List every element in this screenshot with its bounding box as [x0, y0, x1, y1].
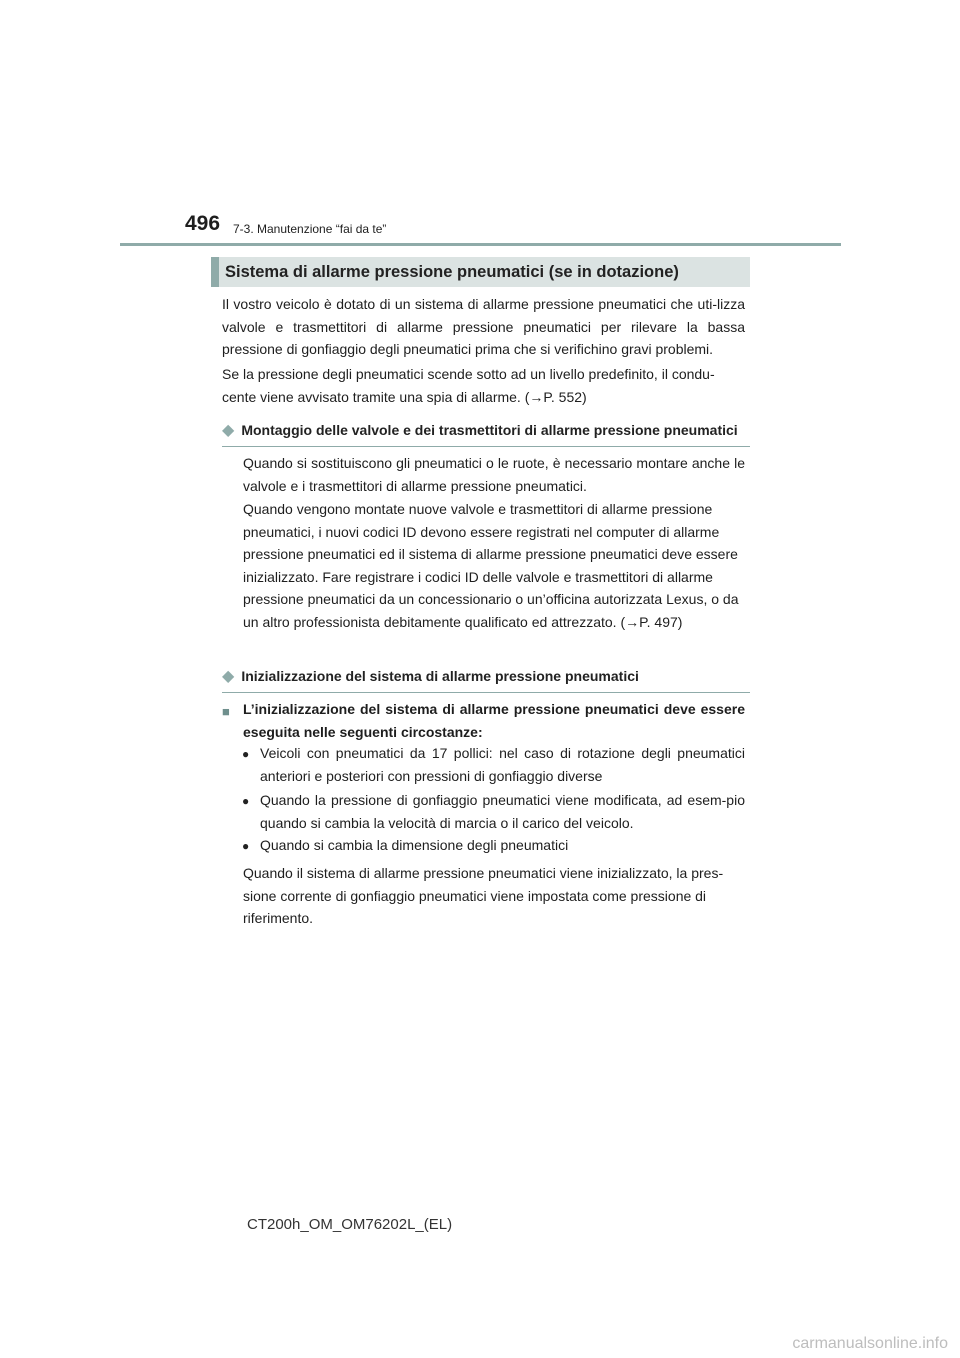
condition-title: L’inizializzazione del sistema di allarme pressione pneumatici deve essere eseguita nelle seguenti circostanze: — [243, 701, 745, 740]
diamond-icon: ◆ — [222, 668, 235, 685]
diamond-icon: ◆ — [222, 422, 235, 439]
bullet-item: Veicoli con pneumatici da 17 pollici: nel caso di rotazione degli pneumatici anteriori e posteriori con pressioni di gonfiaggio diverse — [260, 745, 745, 784]
closing-paragraph: Quando il sistema di allarme pressione pneumatici viene inizializzato, la pres-sione corrente di gonfiaggio pneumatici viene impostata come pressione di riferimento. — [243, 865, 724, 926]
square-bullet-icon: ■ — [222, 704, 230, 719]
intro-paragraph-2: Se la pressione degli pneumatici scende sotto ad un livello predefinito, il condu-cente viene avvisato tramite una spia di allarme. (→P. 552) — [222, 366, 715, 405]
montaggio-paragraph-1: Quando si sostituiscono gli pneumatici o le ruote, è necessario montare anche le valvole e i trasmettitori di allarme pressione pneumatici. — [243, 455, 745, 494]
subheading-montaggio-label: Montaggio delle valvole e dei trasmettitori di allarme pressione pneumatici — [241, 422, 738, 438]
bullet-item: Quando si cambia la dimensione degli pneumatici — [260, 837, 569, 853]
bullet-item: Quando la pressione di gonfiaggio pneumatici viene modificata, ad esem-pio quando si cambia la velocità di marcia o il carico del veicolo. — [260, 792, 745, 831]
page-number: 496 — [185, 212, 221, 235]
watermark: carmanualsonline.info — [792, 1335, 948, 1352]
section-title: Sistema di allarme pressione pneumatici (se in dotazione) — [211, 257, 750, 287]
header-rule — [120, 243, 841, 246]
intro-paragraph-1: Il vostro veicolo è dotato di un sistema di allarme pressione pneumatici che uti-lizza valvole e trasmettitori di allarme pressione pneumatici per rilevare la bassa pressione di gonfiaggio degli pneumatici prima che si verifichino gravi problemi. — [222, 296, 745, 357]
subheading-montaggio — [222, 420, 750, 447]
montaggio-paragraph-2: Quando vengono montate nuove valvole e trasmettitori di allarme pressione pneumatici, i nuovi codici ID devono essere registrati nel computer di allarme pressione pneumatici ed il sistema di allarme pressione pneumatici deve essere inizializzato. Fare registrare i codici ID delle valvole e trasmettitori di allarme pressione pneumatici da un concessionario o un’officina autorizzata Lexus, o da un altro professionista debitamente qualificato ed attrezzato. (→P. 497) — [243, 501, 739, 630]
round-bullet-icon: ● — [242, 747, 250, 761]
footer-code: CT200h_OM_OM76202L_(EL) — [247, 1216, 453, 1233]
round-bullet-icon: ● — [242, 794, 250, 808]
round-bullet-icon: ● — [242, 839, 250, 853]
subheading-inizializzazione-label: Inizializzazione del sistema di allarme pressione pneumatici — [241, 668, 639, 684]
chapter-title: 7-3. Manutenzione “fai da te” — [233, 222, 387, 236]
subheading-inizializzazione — [222, 666, 750, 693]
